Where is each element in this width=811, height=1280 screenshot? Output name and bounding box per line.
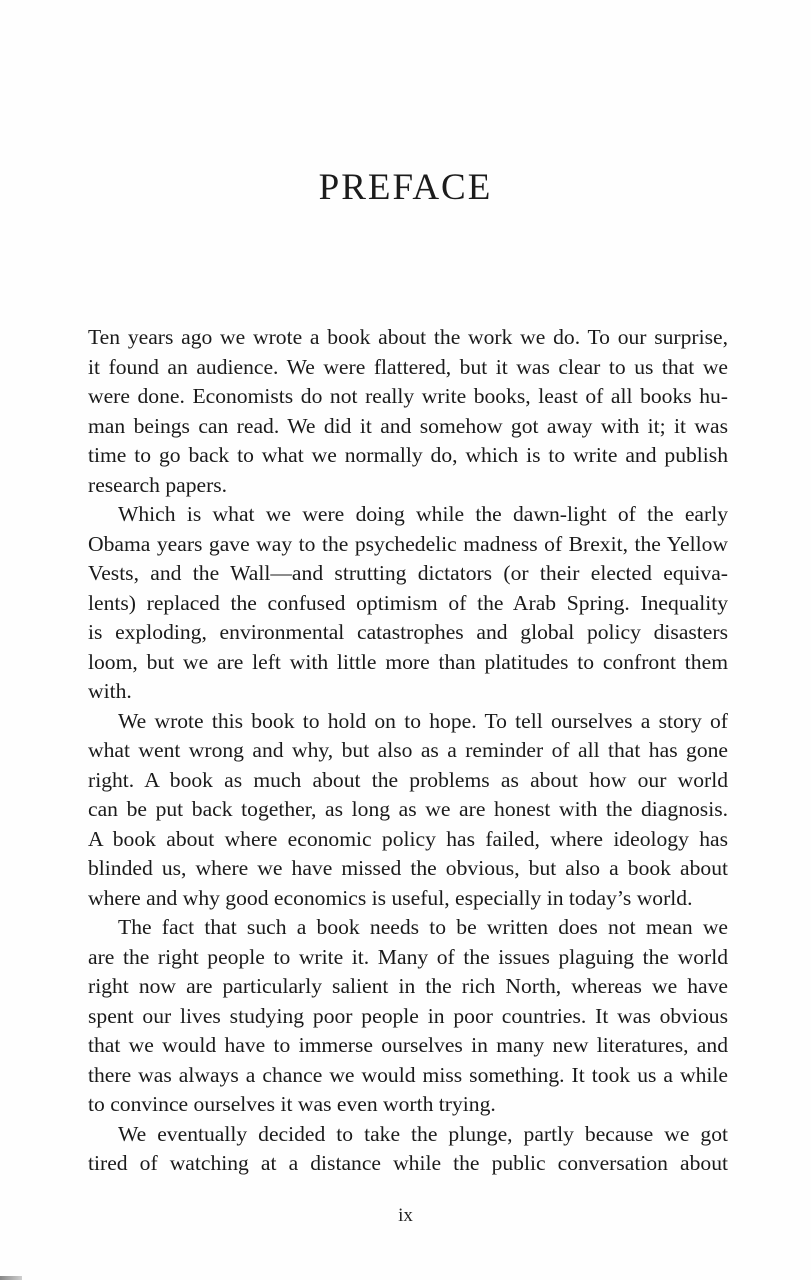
text-line: it found an audience. We were flattered, but it was clear to us that we	[88, 354, 728, 379]
paragraph-1	[88, 323, 728, 500]
text-line: to convince ourselves it was even worth trying.	[88, 1092, 496, 1116]
text-line: right. A book as much about the problems as about how our world	[88, 767, 728, 792]
text-line: are the right people to write it. Many of the issues plaguing the world	[88, 944, 728, 969]
text-line: right now are particularly salient in the rich North, whereas we have	[88, 974, 728, 998]
paragraph-3	[88, 707, 728, 914]
text-line: is exploding, environmental catastrophes and global policy disasters	[88, 620, 728, 644]
page-number: ix	[398, 1205, 413, 1226]
text-line: were done. Economists do not really write books, least of all books hu-	[88, 384, 728, 408]
paragraph-2	[88, 500, 728, 707]
text-line: what went wrong and why, but also as a reminder of all that has gone	[88, 738, 728, 762]
paragraph-4	[88, 913, 728, 1120]
text-line: time to go back to what we normally do, which is to write and publish	[88, 443, 728, 467]
text-line: man beings can read. We did it and somehow got away with it; it was	[88, 413, 728, 438]
text-line: where and why good economics is useful, especially in today’s world.	[88, 885, 693, 910]
text-line: We wrote this book to hold on to hope. To tell ourselves a story of	[118, 708, 728, 733]
text-line: loom, but we are left with little more than platitudes to confront them	[88, 649, 728, 674]
text-line: lents) replaced the confused optimism of the Arab Spring. Inequality	[88, 590, 728, 615]
scan-edge-artifact	[0, 1276, 22, 1280]
text-line: there was always a chance we would miss something. It took us a while	[88, 1062, 728, 1087]
text-line: Obama years gave way to the psychedelic madness of Brexit, the Yellow	[88, 531, 728, 556]
text-line: blinded us, where we have missed the obvious, but also a book about	[88, 856, 728, 880]
chapter-title: PREFACE	[318, 167, 493, 208]
text-line: tired of watching at a distance while the public conversation about	[88, 1151, 728, 1175]
text-line: We eventually decided to take the plunge, partly because we got	[118, 1121, 728, 1146]
text-line: spent our lives studying poor people in poor countries. It was obvious	[88, 1003, 728, 1028]
text-line: can be put back together, as long as we are honest with the diagnosis.	[88, 797, 728, 821]
text-line: with.	[88, 679, 132, 703]
paragraph-5	[88, 1120, 728, 1179]
text-line: Vests, and the Wall—and strutting dictators (or their elected equiva-	[88, 561, 728, 585]
text-line: research papers.	[88, 472, 228, 497]
text-line: Ten years ago we wrote a book about the work we do. To our surprise,	[88, 325, 728, 349]
text-line: that we would have to immerse ourselves in many new literatures, and	[88, 1033, 728, 1057]
body-text	[88, 323, 728, 1179]
text-line: A book about where economic policy has failed, where ideology has	[88, 826, 728, 851]
text-line: Which is what we were doing while the dawn-light of the early	[118, 502, 728, 526]
text-line: The fact that such a book needs to be written does not mean we	[118, 915, 728, 939]
